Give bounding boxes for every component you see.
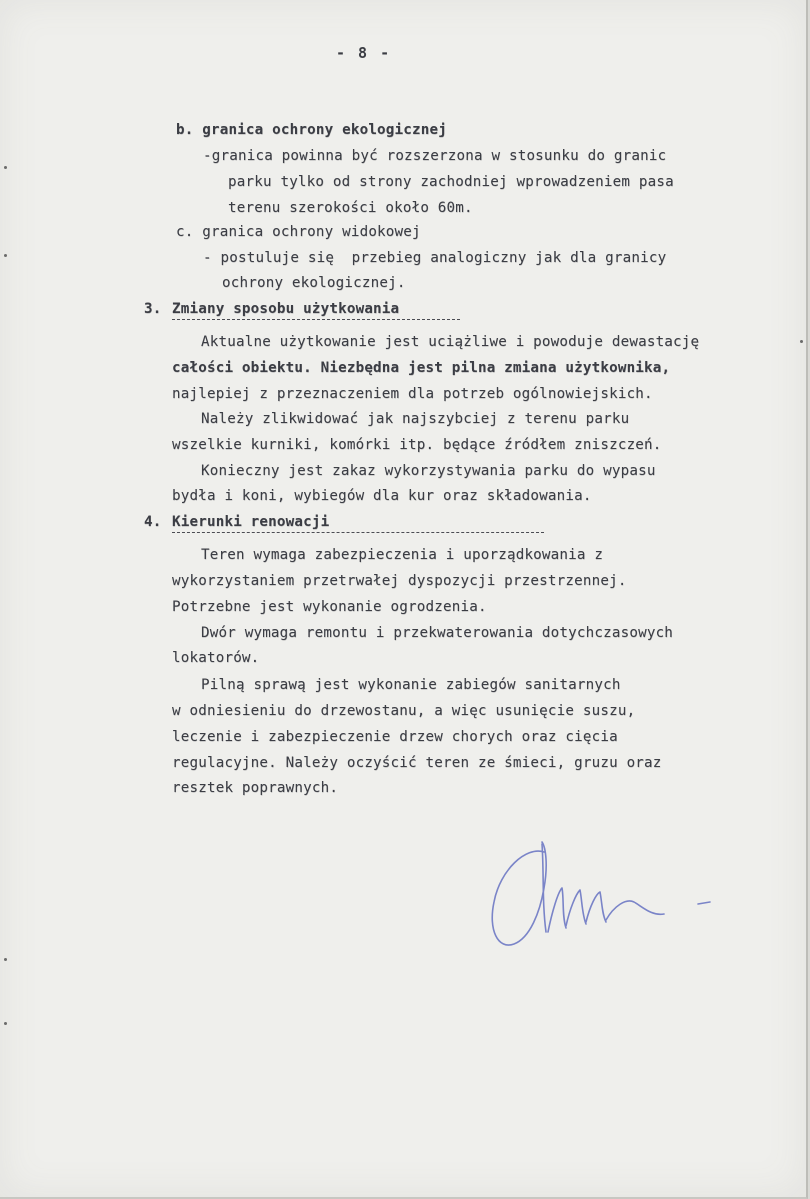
section-b-heading: b. granica ochrony ekologicznej — [176, 122, 447, 138]
margin-speck — [4, 166, 7, 169]
text-line: terenu szerokości około 60m. — [228, 200, 473, 216]
text-line: bydła i koni, wybiegów dla kur oraz składowania. — [172, 488, 592, 504]
text-line: wszelkie kurniki, komórki itp. będące źródłem zniszczeń. — [172, 437, 662, 453]
text-line: Konieczny jest zakaz wykorzystywania parku do wypasu — [201, 463, 656, 479]
text-line: leczenie i zabezpieczenie drzew chorych oraz cięcia — [172, 729, 618, 745]
section-c-heading: c. granica ochrony widokowej — [176, 224, 421, 240]
margin-speck — [4, 958, 7, 961]
text-line: Należy zlikwidować jak najszybciej z terenu parku — [201, 411, 630, 427]
section-3-underline — [172, 319, 460, 320]
text-line: w odniesieniu do drzewostanu, a więc usunięcie suszu, — [172, 703, 636, 719]
text-line: parku tylko od strony zachodniej wprowadzeniem pasa — [228, 174, 674, 190]
page-number: - 8 - — [336, 44, 392, 62]
text-line: Pilną sprawą jest wykonanie zabiegów sanitarnych — [201, 677, 621, 693]
section-3-heading: Zmiany sposobu użytkowania — [172, 301, 400, 317]
text-line: najlepiej z przeznaczeniem dla potrzeb ogólnowiejskich. — [172, 386, 653, 402]
handwritten-signature — [486, 832, 726, 962]
margin-speck — [800, 340, 803, 343]
margin-speck — [4, 254, 7, 257]
text-line: Dwór wymaga remontu i przekwaterowania dotychczasowych — [201, 625, 674, 641]
text-line: - postuluje się przebieg analogiczny jak dla granicy — [203, 250, 667, 266]
text-line: Teren wymaga zabezpieczenia i uporządkowania z — [201, 547, 604, 563]
text-line: całości obiektu. Niezbędna jest pilna zmiana użytkownika, — [172, 360, 671, 376]
text-line: wykorzystaniem przetrwałej dyspozycji przestrzennej. — [172, 573, 627, 589]
section-3-number: 3. — [144, 301, 162, 317]
text-line: lokatorów. — [172, 650, 260, 666]
text-line: -granica powinna być rozszerzona w stosunku do granic — [203, 148, 667, 164]
margin-speck — [4, 1022, 7, 1025]
text-line: resztek poprawnych. — [172, 780, 339, 796]
text-line: Potrzebne jest wykonanie ogrodzenia. — [172, 599, 487, 615]
text-line: Aktualne użytkowanie jest uciążliwe i powoduje dewastację — [201, 334, 700, 350]
section-4-number: 4. — [144, 514, 162, 530]
section-4-heading: Kierunki renowacji — [172, 514, 330, 530]
text-line: regulacyjne. Należy oczyścić teren ze śmieci, gruzu oraz — [172, 755, 662, 771]
text-line: ochrony ekologicznej. — [222, 275, 406, 291]
section-4-underline — [172, 532, 544, 533]
